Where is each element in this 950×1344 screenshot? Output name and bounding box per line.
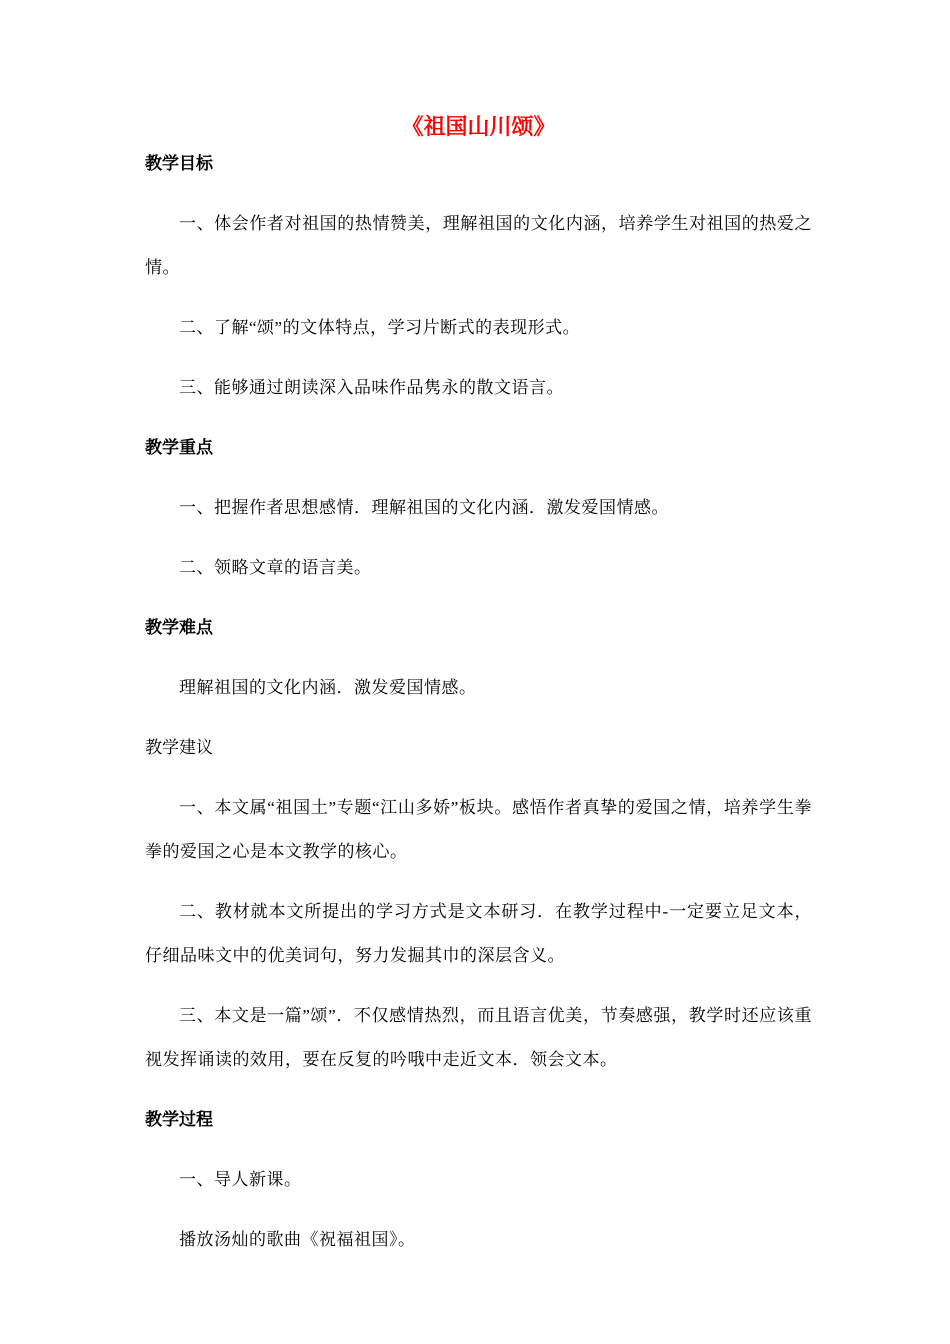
paragraph: 二、领略文章的语言美。 [179, 558, 372, 577]
section-heading: 教学难点 [145, 618, 213, 637]
paragraph: 二、教材就本文所提出的学习方式是文本研习．在教学过程中-一定要立足文本，仔细品味文中的优美词句，努力发掘其巾的深层含义。 [145, 902, 812, 965]
page-title: 《祖国山川颂》 [401, 114, 556, 139]
section-heading: 教学过程 [145, 1110, 213, 1129]
paragraph: 一、把握作者思想感情．理解祖国的文化内涵．激发爱国情感。 [179, 498, 669, 517]
section-heading: 教学目标 [145, 154, 213, 173]
paragraph: 一、体会作者对祖国的热情赞美，理解祖国的文化内涵，培养学生对祖国的热爱之情。 [145, 214, 812, 277]
section-heading: 教学建议 [145, 738, 213, 757]
paragraph: 一、本文属“祖国土”专题“江山多娇”板块。感悟作者真挚的爱国之情，培养学生拳拳的爱国之心是本文教学的核心。 [145, 798, 812, 861]
paragraph: 二、了解“颂”的文体特点，学习片断式的表现形式。 [179, 318, 581, 337]
paragraph: 一、导人新课。 [179, 1170, 302, 1189]
paragraph: 播放汤灿的歌曲《祝福祖国》。 [179, 1230, 416, 1249]
paragraph: 理解祖国的文化内涵．激发爱国情感。 [179, 678, 477, 697]
paragraph: 三、能够通过朗读深入品味作品隽永的散文语言。 [179, 378, 564, 397]
section-heading: 教学重点 [145, 438, 213, 457]
paragraph: 三、本文是一篇”颂”．不仅感情热烈，而且语言优美，节奏感强，教学时还应该重视发挥诵读的效用，要在反复的吟哦中走近文本．领会文本。 [145, 1006, 812, 1069]
